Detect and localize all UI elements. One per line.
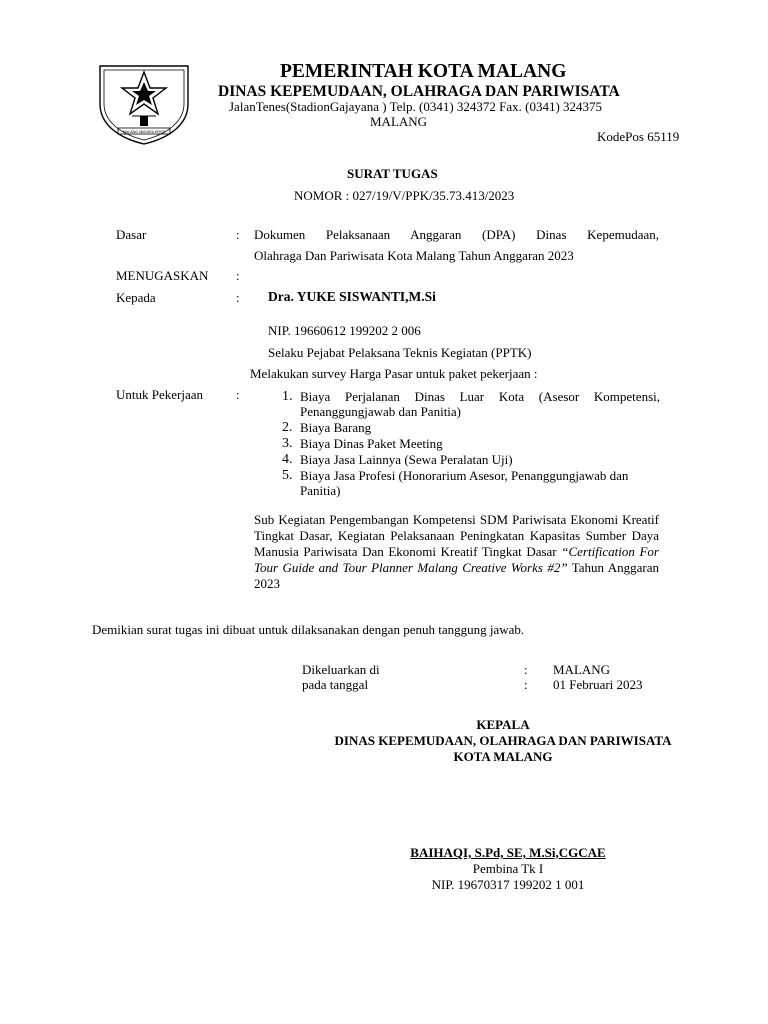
survey-statement: Melakukan survey Harga Pasar untuk paket pekerjaan : — [250, 366, 538, 381]
pekerjaan-label: Untuk Pekerjaan — [116, 387, 204, 402]
signatory-department: DINAS KEPEMUDAAN, OLAHRAGA DAN PARIWISATA — [334, 733, 672, 748]
dasar-line-1: Dokumen Pelaksanaan Anggaran (DPA) Dinas Kepemudaan, — [254, 227, 659, 242]
letterhead-postal-code: KodePos 65119 — [597, 129, 680, 144]
signatory-nip: NIP. 19670317 199202 1 001 — [431, 877, 585, 892]
menugaskan-label: MENUGASKAN — [116, 268, 209, 283]
list-item-text: Biaya Perjalanan Dinas Luar Kota (Asesor Kompetensi, Penanggungjawab dan Panitia) — [300, 389, 660, 419]
dasar-label: Dasar — [116, 227, 147, 242]
list-item — [276, 452, 660, 467]
letterhead-title: PEMERINTAH KOTA MALANG — [280, 61, 567, 82]
assignee-nip: NIP. 19660612 199202 2 006 — [268, 323, 421, 338]
signatory-title-block — [300, 717, 706, 765]
issued-place-value: MALANG — [553, 662, 611, 677]
issued-place-label: Dikeluarkan di — [302, 662, 380, 677]
task-list — [276, 389, 660, 499]
list-item-number: 3. — [282, 436, 293, 451]
list-item-text: Biaya Barang — [300, 420, 372, 435]
assignee-name: Dra. YUKE SISWANTI,M.Si — [268, 289, 436, 304]
pekerjaan-colon: : — [236, 387, 240, 402]
issued-date-colon: : — [524, 677, 528, 692]
list-item-text: Biaya Dinas Paket Meeting — [300, 436, 443, 451]
list-item — [276, 468, 660, 498]
list-item — [276, 420, 660, 435]
issued-date-label: pada tanggal — [302, 677, 369, 692]
sub-kegiatan-paragraph — [254, 512, 659, 592]
signatory-position: KEPALA — [476, 717, 530, 732]
dasar-colon: : — [236, 227, 240, 242]
program-title: “Certification For Tour Guide and Tour Planner Malang Creative Works #2” — [254, 544, 659, 575]
sub-kegiatan-text: Sub Kegiatan Pengembangan Kompetensi SDM Pariwisata Ekonomi Kreatif Tingkat Dasar, Kegiatan Pelaksanaan Peningkatan Kapasitas Sumber Daya Manusia Pariwisata Dan Ekonomi Kreatif Tingkat Dasar — [254, 512, 659, 559]
list-item — [276, 389, 660, 419]
list-item-text: Biaya Jasa Lainnya (Sewa Peralatan Uji) — [300, 452, 513, 467]
list-item-number: 5. — [282, 468, 293, 483]
closing-statement: Demikian surat tugas ini dibuat untuk dilaksanakan dengan penuh tanggung jawab. — [92, 622, 525, 637]
logo-banner-text: MALANG NAGARA KRITA — [122, 130, 166, 134]
list-item — [276, 436, 660, 451]
list-item-number: 4. — [282, 452, 293, 467]
kepada-colon: : — [236, 290, 240, 305]
signatory-rank: Pembina Tk I — [472, 861, 544, 876]
list-item-number: 1. — [282, 389, 293, 404]
document-number: NOMOR : 027/19/V/PPK/35.73.413/2023 — [294, 188, 515, 203]
signatory-identity — [380, 845, 636, 893]
document-title: SURAT TUGAS — [347, 166, 438, 181]
issued-place-colon: : — [524, 662, 528, 677]
letterhead-city: MALANG — [370, 114, 428, 129]
assignee-role: Selaku Pejabat Pelaksana Teknis Kegiatan (PPTK) — [268, 345, 532, 360]
dasar-line-2: Olahraga Dan Pariwisata Kota Malang Tahun Anggaran 2023 — [254, 248, 574, 263]
list-item-number: 2. — [282, 420, 293, 435]
kepada-label: Kepada — [116, 290, 156, 305]
list-item-text: Biaya Jasa Profesi (Honorarium Asesor, Penanggungjawab dan Panitia) — [300, 468, 629, 498]
signatory-name: BAIHAQI, S.Pd, SE, M.Si,CGCAE — [410, 845, 606, 860]
letterhead-address: JalanTenes(StadionGajayana ) Telp. (0341) 324372 Fax. (0341) 324375 — [229, 99, 603, 114]
city-emblem-icon — [92, 64, 196, 146]
letterhead-department: DINAS KEPEMUDAAN, OLAHRAGA DAN PARIWISATA — [218, 83, 620, 100]
sub-kegiatan-year: Tahun Anggaran 2023 — [254, 560, 659, 591]
issued-date-value: 01 Februari 2023 — [553, 677, 643, 692]
signatory-city: KOTA MALANG — [453, 749, 553, 764]
menugaskan-colon: : — [236, 268, 240, 283]
